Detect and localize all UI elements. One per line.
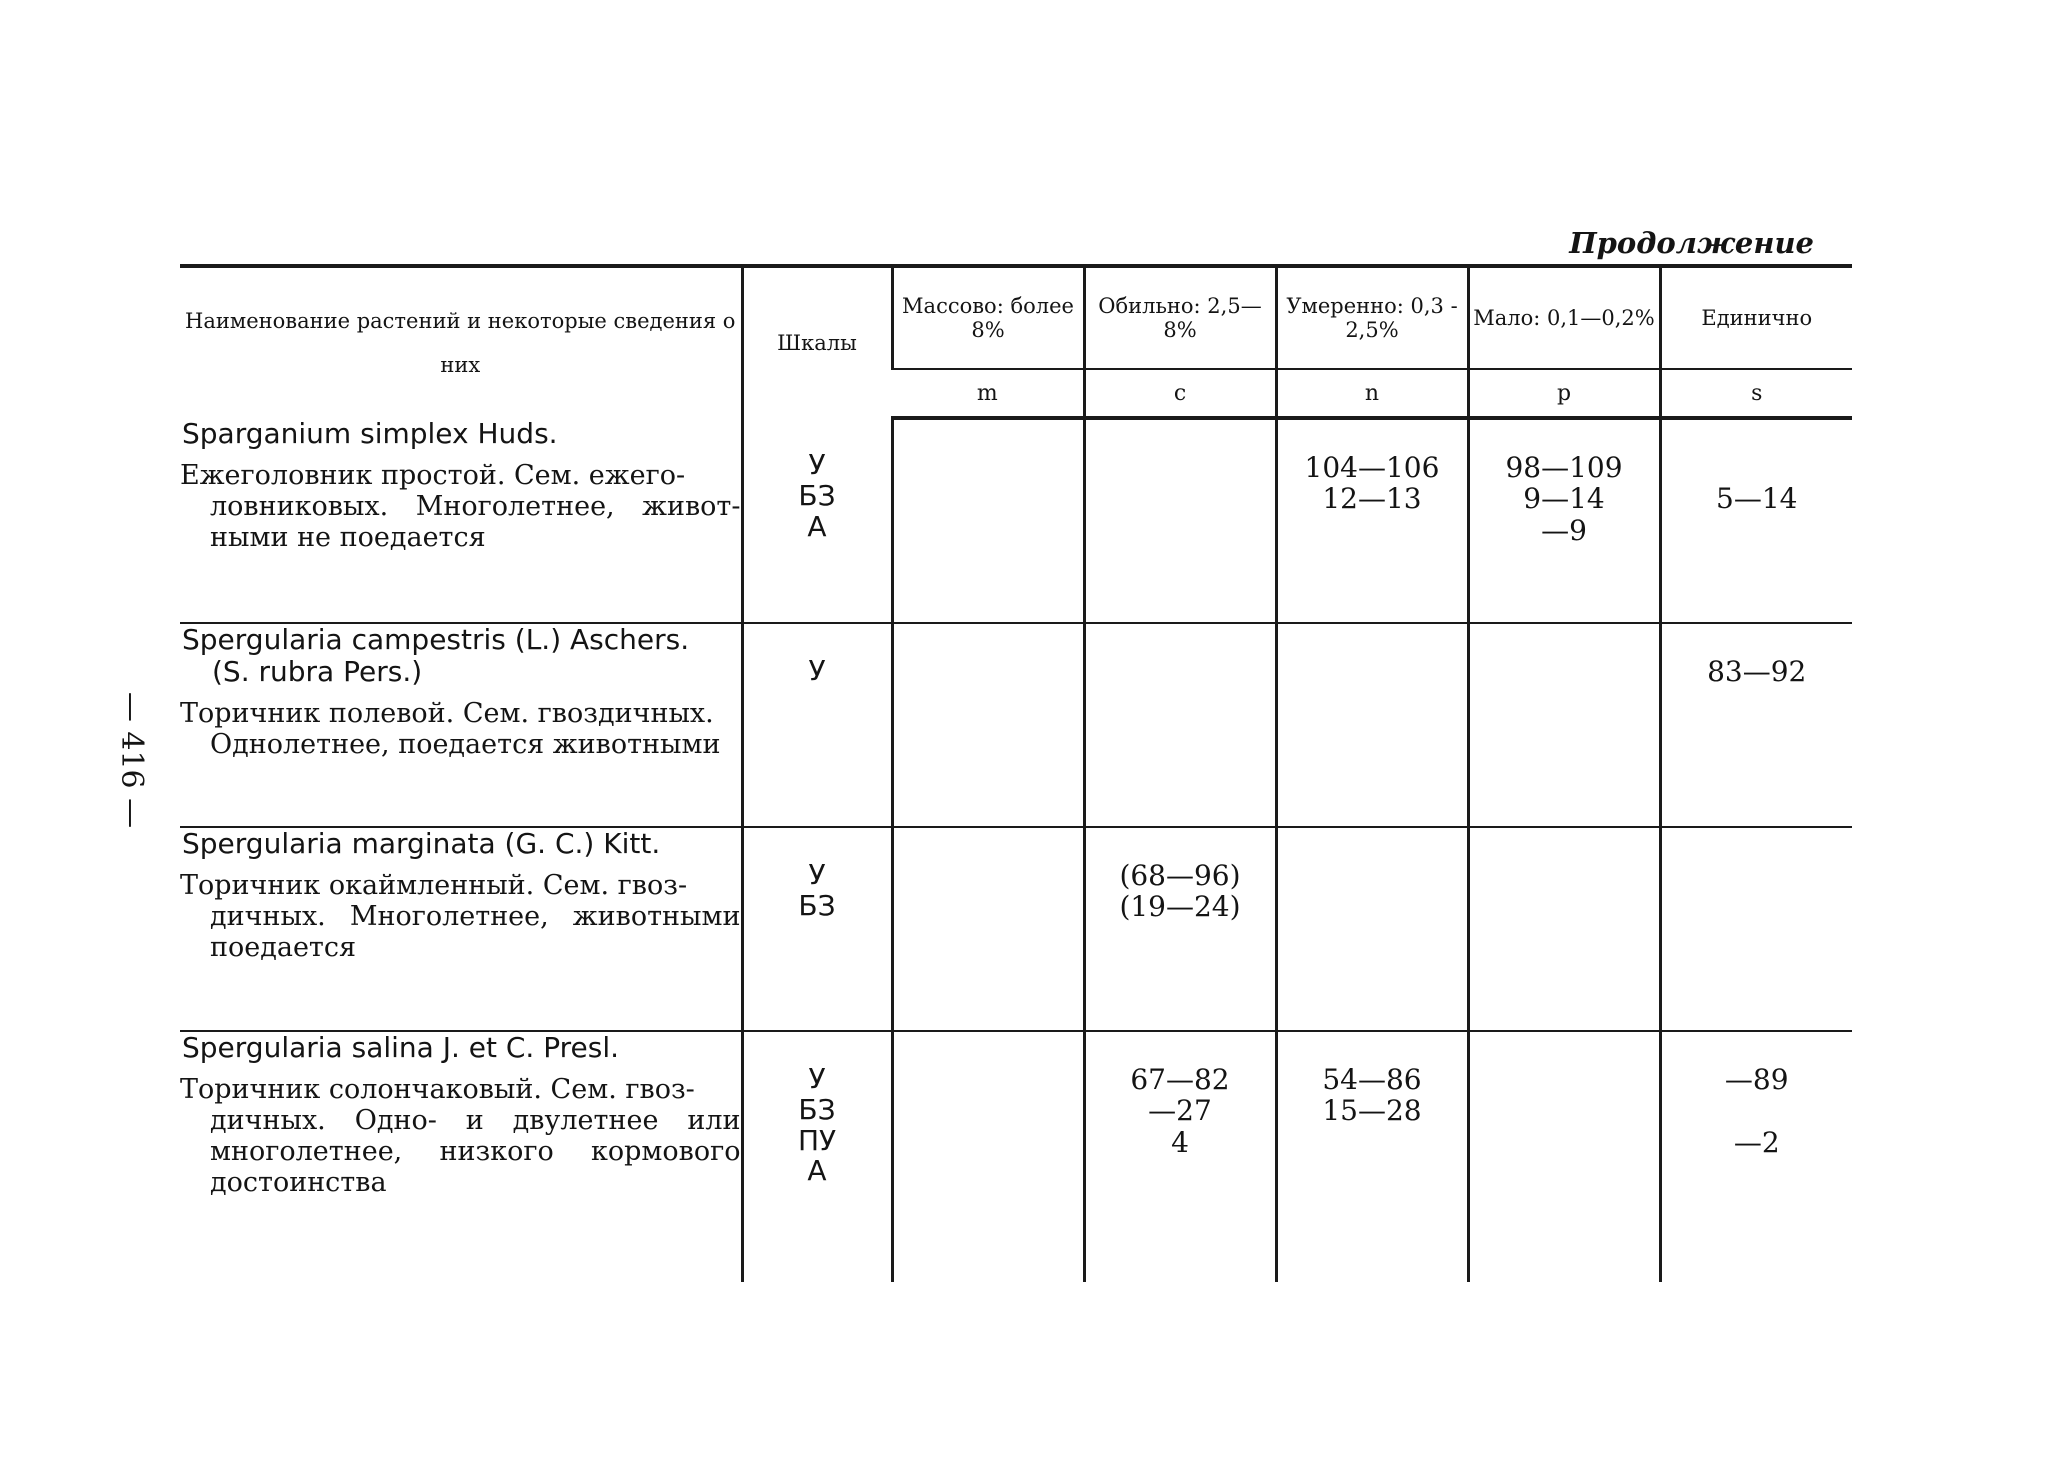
value-n xyxy=(1278,828,1467,860)
continuation-caption: Продолжение xyxy=(1569,226,1814,260)
abundance-header-s: Единично xyxy=(1660,266,1852,369)
latin-name: Spergularia campestris (L.) Aschers. (S. rubra Pers.) xyxy=(182,623,690,689)
code-m: m xyxy=(892,369,1084,418)
code-n: n xyxy=(1276,369,1468,418)
code-c: c xyxy=(1084,369,1276,418)
abundance-header-m: Массово: более 8% xyxy=(892,266,1084,369)
value-m xyxy=(894,420,1083,452)
plant-description: Торичник окаймленный. Сем. гвоз- дичных. Многолетнее, животными поедается xyxy=(180,870,741,964)
value-m xyxy=(894,828,1083,860)
value-c xyxy=(1086,420,1275,452)
plant-description: Ежеголовник простой. Сем. ежего- ловниковых. Многолетнее, живот-ными не поедается xyxy=(180,460,741,554)
abundance-header-n: Умеренно: 0,3 - 2,5% xyxy=(1276,266,1468,369)
value-s: 83—92 xyxy=(1707,655,1807,688)
value-s xyxy=(1662,828,1853,860)
plant-cell xyxy=(180,623,742,827)
plant-description: Торичник полевой. Сем. гвоздичных. Однолетнее, поедается животными xyxy=(180,698,721,761)
scale-values: У БЗ ПУ А xyxy=(797,1062,837,1188)
plant-table xyxy=(180,264,1852,1282)
value-n xyxy=(1278,624,1467,656)
latin-name: Spergularia salina J. et C. Presl. xyxy=(182,1031,620,1064)
plant-cell xyxy=(180,418,742,623)
scale-values: У БЗ xyxy=(798,858,836,922)
table-row xyxy=(180,418,1852,623)
table-row xyxy=(180,1031,1852,1282)
value-m xyxy=(894,624,1083,656)
scale-values: У БЗ А xyxy=(798,448,836,543)
abundance-header-c: Обильно: 2,5—8% xyxy=(1084,266,1276,369)
plant-description: Торичник солончаковый. Сем. гвоз- дичных. Одно- и двулетнее или многолетнее, низкого кормового достоинства xyxy=(180,1074,741,1199)
abundance-header-p: Мало: 0,1—0,2% xyxy=(1468,266,1660,369)
latin-name: Sparganium simplex Huds. xyxy=(182,417,558,450)
table-row xyxy=(180,623,1852,827)
name-column-header: Наименование растений и некоторые сведения о них xyxy=(180,266,742,418)
scale-values: У xyxy=(808,654,826,687)
plant-cell xyxy=(180,1031,742,1282)
value-c xyxy=(1086,624,1275,656)
code-s: s xyxy=(1660,369,1852,418)
value-n: 54—86 15—28 xyxy=(1322,1063,1422,1128)
value-s: —89 —2 xyxy=(1724,1063,1789,1159)
table-row xyxy=(180,827,1852,1031)
value-s: 5—14 xyxy=(1716,482,1798,516)
scale-column-header: Шкалы xyxy=(742,266,892,418)
code-p: p xyxy=(1468,369,1660,418)
plant-cell xyxy=(180,827,742,1031)
value-c: (68—96) (19—24) xyxy=(1119,859,1241,924)
value-m xyxy=(894,1032,1083,1064)
value-p: 98—109 9—14 —9 xyxy=(1505,451,1623,547)
value-n: 104—106 12—13 xyxy=(1304,451,1440,516)
latin-name: Spergularia marginata (G. C.) Kitt. xyxy=(182,827,661,860)
page-number: — 416 — xyxy=(114,691,150,829)
value-p xyxy=(1470,828,1659,860)
value-p xyxy=(1470,1032,1659,1064)
value-c: 67—82 —27 4 xyxy=(1130,1063,1230,1159)
value-p xyxy=(1470,624,1659,656)
